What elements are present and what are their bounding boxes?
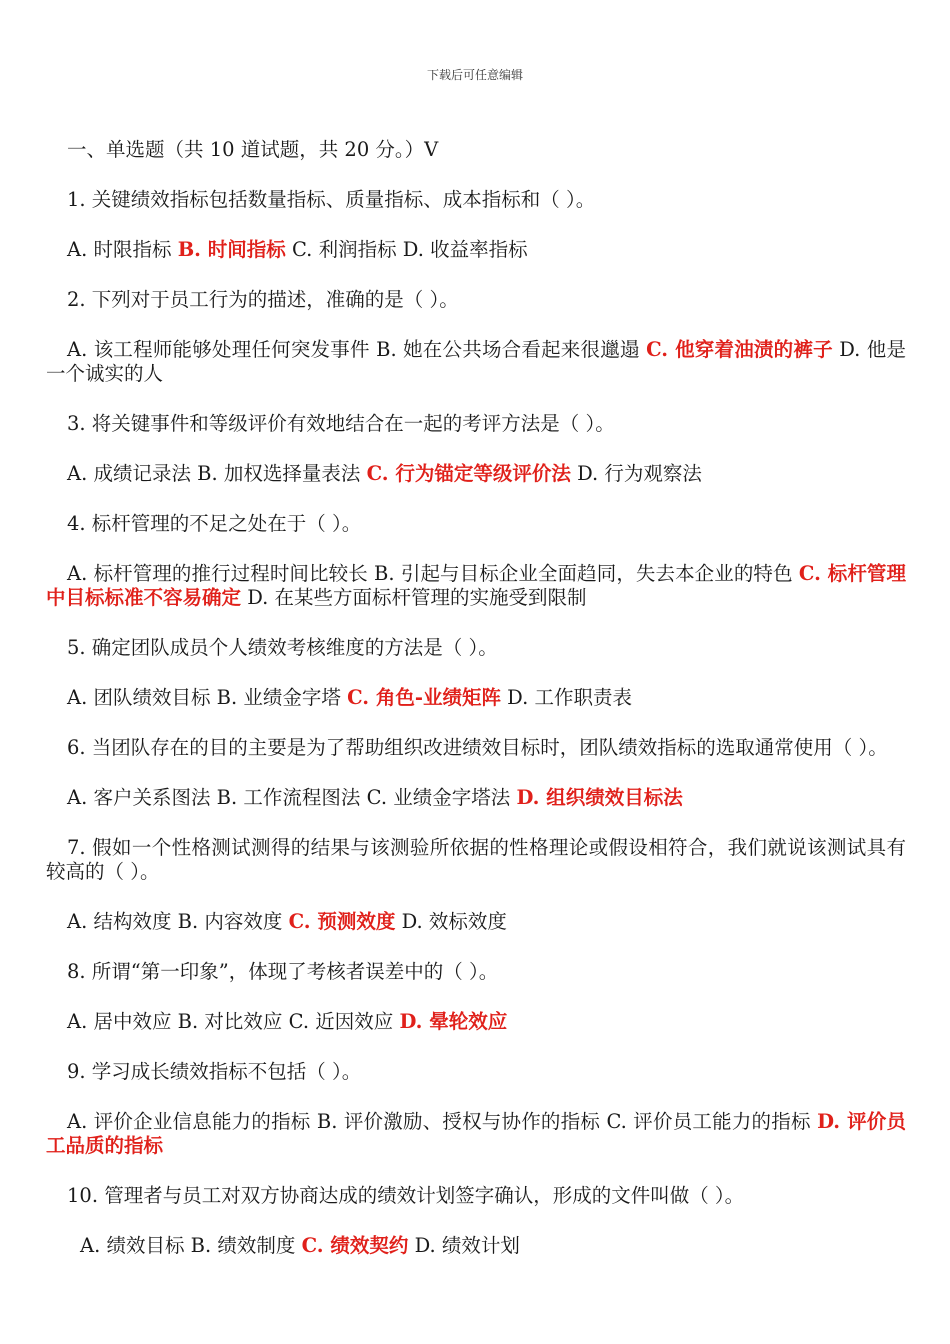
answer-options <box>46 462 906 486</box>
question-text: 1. 关键绩效指标包括数量指标、质量指标、成本指标和（ ）。 <box>67 188 596 211</box>
question-list <box>46 188 906 1258</box>
page-header: 下载后可任意编辑 <box>426 68 523 82</box>
option-text: C. 利润指标 D. 收益率指标 <box>285 238 528 261</box>
option-text: D. 工作职责表 <box>500 686 633 709</box>
option-text: A. 团队绩效目标 B. 业绩金字塔 <box>67 686 348 709</box>
answer-options <box>46 686 906 710</box>
correct-answer: C. 角色-业绩矩阵 <box>347 686 501 709</box>
option-text: D. 效标效度 <box>395 910 507 933</box>
question-text: 3. 将关键事件和等级评价有效地结合在一起的考评方法是（ ）。 <box>67 412 615 435</box>
correct-answer: C. 他穿着油渍的裤子 <box>646 338 833 361</box>
answer-options <box>46 910 906 934</box>
question-text: 9. 学习成长绩效指标不包括（ ）。 <box>67 1060 362 1083</box>
answer-options <box>46 1010 906 1034</box>
option-text: D. 他是一个诚实的人 <box>46 338 906 385</box>
option-text: A. 结构效度 B. 内容效度 <box>67 910 289 933</box>
answer-options <box>46 1234 906 1258</box>
option-text: A. 绩效目标 B. 绩效制度 <box>80 1234 302 1257</box>
correct-answer: D. 组织绩效目标法 <box>516 786 683 809</box>
question-text: 8. 所谓“第一印象”，体现了考核者误差中的（ ）。 <box>67 960 499 983</box>
option-text: D. 行为观察法 <box>570 462 702 485</box>
question-text: 6. 当团队存在的目的主要是为了帮助组织改进绩效目标时，团队绩效指标的选取通常使用（ ）。 <box>67 736 888 759</box>
document-body <box>46 138 906 1284</box>
question-text: 2. 下列对于员工行为的描述，准确的是（ ）。 <box>67 288 459 311</box>
correct-answer: C. 标杆管理中目标标准不容易确定 <box>46 562 906 609</box>
correct-answer: D. 评价员工品质的指标 <box>46 1110 906 1157</box>
correct-answer: C. 预测效度 <box>288 910 396 933</box>
option-text: D. 在某些方面标杆管理的实施受到限制 <box>241 586 587 609</box>
answer-options <box>46 1110 906 1158</box>
answer-options <box>46 786 906 810</box>
option-text: A. 成绩记录法 B. 加权选择量表法 <box>67 462 367 485</box>
correct-answer: C. 行为锚定等级评价法 <box>366 462 571 485</box>
question-text: 4. 标杆管理的不足之处在于（ ）。 <box>67 512 362 535</box>
answer-options <box>46 238 906 262</box>
option-text: A. 时限指标 <box>67 238 178 261</box>
answer-options <box>46 562 906 610</box>
option-text: A. 该工程师能够处理任何突发事件 B. 她在公共场合看起来很邋遢 <box>67 338 647 361</box>
question-text: 5. 确定团队成员个人绩效考核维度的方法是（ ）。 <box>67 636 498 659</box>
correct-answer: C. 绩效契约 <box>301 1234 409 1257</box>
option-text: D. 绩效计划 <box>408 1234 520 1257</box>
question-text: 10. 管理者与员工对双方协商达成的绩效计划签字确认，形成的文件叫做（ ）。 <box>67 1184 745 1207</box>
answer-options <box>46 338 906 386</box>
option-text: A. 客户关系图法 B. 工作流程图法 C. 业绩金字塔法 <box>67 786 517 809</box>
option-text: A. 评价企业信息能力的指标 B. 评价激励、授权与协作的指标 C. 评价员工能力的指标 <box>67 1110 818 1133</box>
correct-answer: D. 晕轮效应 <box>399 1010 508 1033</box>
option-text: A. 标杆管理的推行过程时间比较长 B. 引起与目标企业全面趋同，失去本企业的特色 <box>67 562 799 585</box>
correct-answer: B. 时间指标 <box>177 238 286 261</box>
question-text: 7. 假如一个性格测试测得的结果与该测验所依据的性格理论或假设相符合，我们就说该测试具有较高的（ ）。 <box>46 836 906 883</box>
option-text: A. 居中效应 B. 对比效应 C. 近因效应 <box>67 1010 400 1033</box>
section-title: 一、单选题（共 10 道试题，共 20 分。）V <box>67 138 439 161</box>
